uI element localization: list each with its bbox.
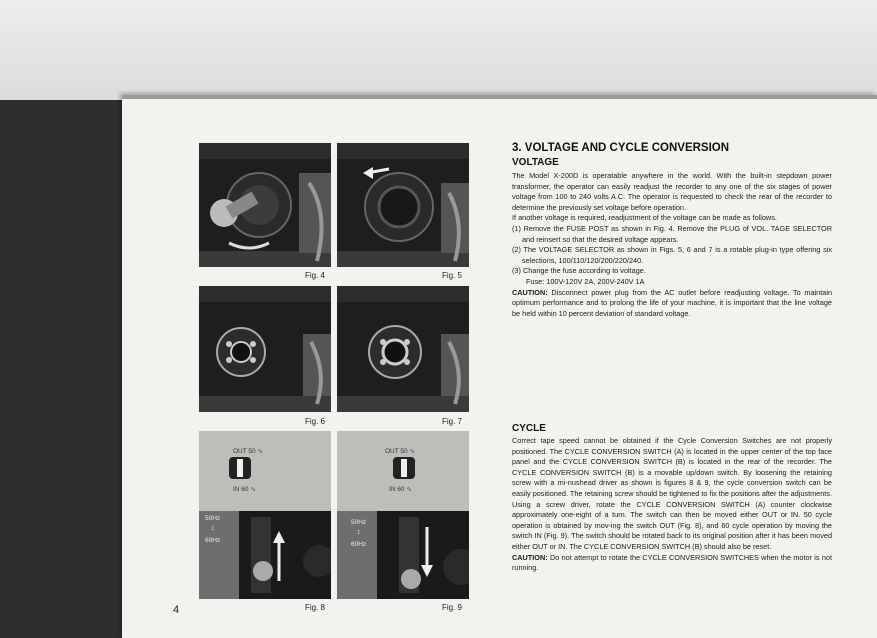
figure-9-photo	[337, 431, 469, 599]
figure-6-photo	[199, 286, 331, 412]
voltage-step-1: (1) Remove the FUSE POST as shown in Fig. 4. Remove the PLUG of VOL. TAGE SELECTOR and reinsert so that the desired voltage appears.	[512, 223, 832, 244]
fig-5-caption: Fig. 5	[442, 271, 463, 280]
voltage-caution-text: Disconnect power plug from the AC outlet before readjusting voltage. To maintain optimum performance and to prolong the life of your machine, it is important that the line voltage be held within 10 percent deviation of standard voltage.	[512, 287, 832, 318]
section-title: 3. VOLTAGE AND CYCLE CONVERSION	[512, 142, 730, 154]
figure-5-photo	[337, 143, 469, 267]
hz-arrow: ↕	[357, 529, 361, 536]
cycle-paragraph: Correct tape speed cannot be obtained if the Cycle Conversion Switches are not properly positioned. The CYCLE CONVERSION SWITCH (A) is located in the upper center of the top face panel and the CYCLE CONVERSION SWITCH (B) is located in the rear of the recorder. The CYCLE CONVERSION SWITCH (B) is a movable up/down switch. By loosening the retaining screw with a mi-nushead driver as shown is figures 8 & 9, the cycle conversion switch can be easily positioned. The retaining screw should be tightened to fix the positions after the adjustments. Using a screw driver, rotate the CYCLE CONVERSION SWITCH (A) counter clockwise approximately one-eight of a turn. The switch can then be moved either OUT or IN. 50 cycle operation is obtained by mov-ing the switch OUT (Fig. 8), and 60 cycle operation by moving the switch IN (Fig. 9). The switch should be rotated back to its original position after it has been moved either OUT or IN. The CYCLE CONVERSION SWITCH (B) should also be reset.	[512, 436, 832, 551]
voltage-caution	[512, 288, 832, 320]
figure-8-photo	[199, 431, 331, 599]
backdrop	[0, 0, 877, 100]
voltage-body	[512, 171, 832, 319]
hz60-label: 60Hz	[205, 537, 221, 544]
in-60-label: IN 60 ∿	[233, 486, 256, 493]
cycle-heading: CYCLE	[512, 423, 546, 434]
voltage-step-3: (3) Change the fuse according to voltage.	[512, 266, 646, 276]
voltage-step-2: (2) The VOLTAGE SELECTOR as shown in Figs. 5, 6 and 7 is a rotable plug-in type offering six selections, 100/110/120/200/220/240.	[512, 245, 832, 265]
voltage-paragraph-1: The Model X-200D is operatable anywhere in the world. With the built-in stepdown power transformer, the operator can easily readjust the recorder to any one of the six stages of power voltage from 100 to 240 volts A.C. The operator is requested to check the rear of the recorder to determine the previously set voltage before operation.	[512, 171, 832, 212]
cycle-caution-label: CAUTION:	[512, 552, 548, 562]
figure-7-photo	[337, 286, 469, 412]
page-number: 4	[173, 604, 180, 616]
fig-4-caption: Fig. 4	[305, 271, 326, 280]
fig-7-caption: Fig. 7	[442, 417, 463, 426]
out-50-label: OUT 50 ∿	[385, 448, 415, 455]
hz-arrow: ↕	[211, 525, 215, 532]
out-50-label: OUT 50 ∿	[233, 448, 263, 455]
page-edge	[122, 95, 877, 99]
fig-8-caption: Fig. 8	[305, 603, 326, 612]
voltage-caution-label: CAUTION:	[512, 287, 548, 297]
voltage-heading: VOLTAGE	[512, 157, 559, 168]
hz50-label: 50Hz	[205, 515, 221, 522]
cycle-caution-text: Do not attempt to rotate the CYCLE CONVERSION SWITCHES when the motor is not running.	[512, 552, 832, 573]
figure-4-photo	[199, 143, 331, 267]
fuse-line: Fuse: 100V-120V 2A, 200V-240V 1A	[526, 276, 645, 286]
hz60-label: 60Hz	[351, 541, 367, 548]
in-60-label: IN 60 ∿	[389, 486, 412, 493]
cycle-body	[512, 436, 832, 574]
voltage-paragraph-2: If another voltage is required, readjustment of the voltage can be made as follows.	[512, 213, 777, 223]
hz50-label: 50Hz	[351, 519, 367, 526]
cycle-caution	[512, 553, 832, 574]
fig-9-caption: Fig. 9	[442, 603, 463, 612]
fig-6-caption: Fig. 6	[305, 417, 326, 426]
